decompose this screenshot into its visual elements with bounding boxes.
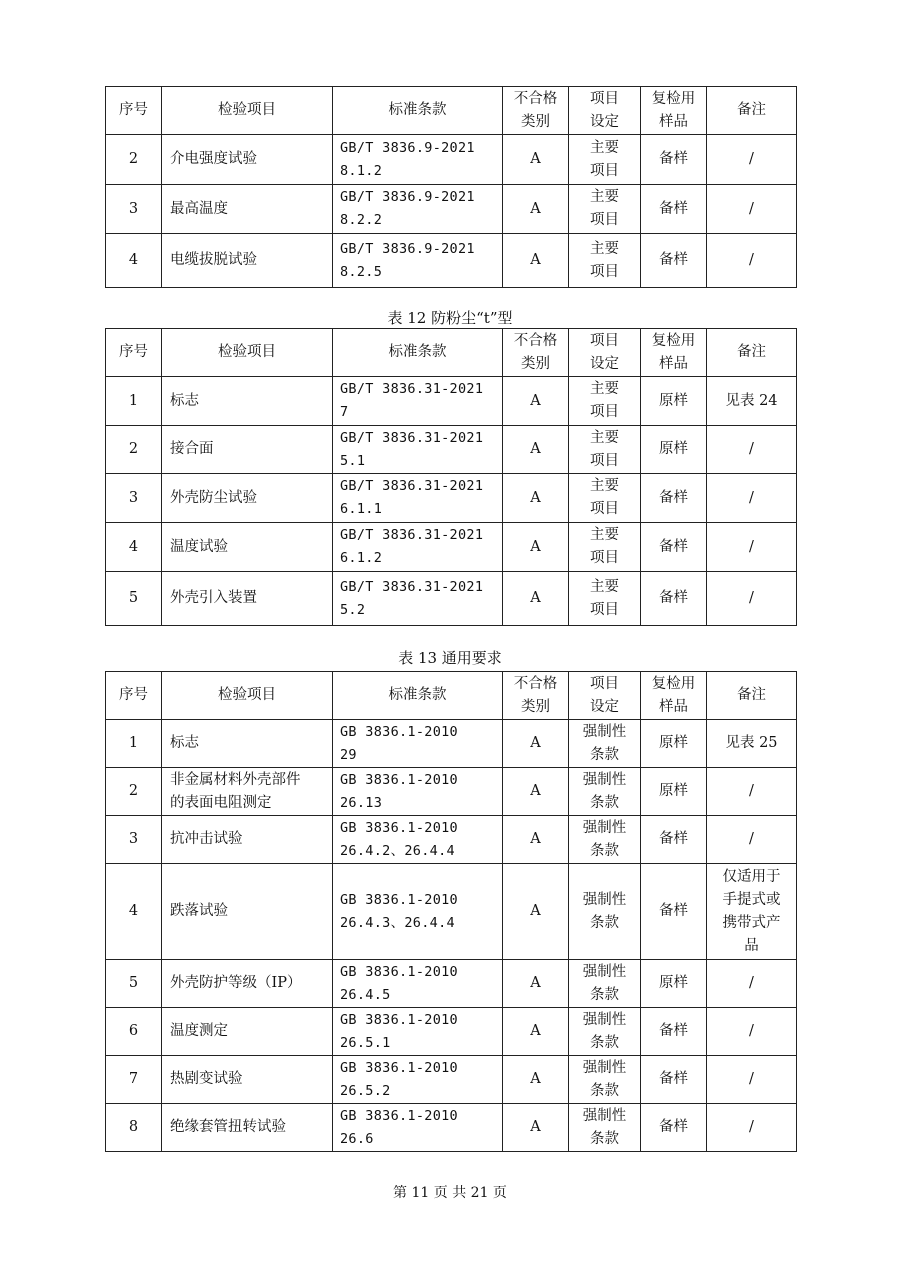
cell-no: 3	[106, 185, 162, 234]
cell-setting: 主要 项目	[569, 377, 641, 426]
cell-remarks: 见表 24	[707, 377, 797, 426]
table-row	[106, 720, 797, 768]
table-row	[106, 474, 797, 523]
header-retest-sample: 复检用 样品	[641, 87, 707, 135]
cell-standard: GB 3836.1-2010 26.4.5	[333, 960, 503, 1008]
header-item-setting: 项目 设定	[569, 672, 641, 720]
cell-standard: GB 3836.1-2010 26.5.1	[333, 1008, 503, 1056]
cell-no: 2	[106, 768, 162, 816]
header-retest-sample: 复检用 样品	[641, 329, 707, 377]
cell-setting: 强制性 条款	[569, 864, 641, 960]
header-remarks: 备注	[707, 329, 797, 377]
cell-item: 接合面	[162, 426, 333, 474]
table-row	[106, 768, 797, 816]
header-item-setting: 项目 设定	[569, 329, 641, 377]
cell-no: 4	[106, 234, 162, 288]
cell-remarks: /	[707, 234, 797, 288]
cell-item: 绝缘套管扭转试验	[162, 1104, 333, 1152]
cell-standard: GB/T 3836.31-2021 6.1.2	[333, 523, 503, 572]
table-row	[106, 864, 797, 960]
header-row	[106, 87, 797, 135]
cell-sample: 备样	[641, 523, 707, 572]
cell-setting: 强制性 条款	[569, 1008, 641, 1056]
table-row	[106, 960, 797, 1008]
cell-no: 5	[106, 960, 162, 1008]
cell-class: A	[503, 768, 569, 816]
cell-sample: 备样	[641, 135, 707, 185]
cell-standard: GB 3836.1-2010 29	[333, 720, 503, 768]
cell-sample: 备样	[641, 185, 707, 234]
cell-remarks: /	[707, 474, 797, 523]
table-row	[106, 1008, 797, 1056]
cell-sample: 备样	[641, 864, 707, 960]
table-row	[106, 185, 797, 234]
inspection-table-13	[105, 671, 797, 1152]
header-item: 检验项目	[162, 87, 333, 135]
cell-item: 最高温度	[162, 185, 333, 234]
cell-sample: 备样	[641, 1008, 707, 1056]
header-row	[106, 672, 797, 720]
header-standard: 标准条款	[333, 87, 503, 135]
cell-no: 2	[106, 426, 162, 474]
cell-no: 6	[106, 1008, 162, 1056]
header-remarks: 备注	[707, 672, 797, 720]
cell-standard: GB 3836.1-2010 26.4.2、26.4.4	[333, 816, 503, 864]
cell-class: A	[503, 816, 569, 864]
cell-remarks: /	[707, 1104, 797, 1152]
cell-no: 5	[106, 572, 162, 626]
cell-item: 热剧变试验	[162, 1056, 333, 1104]
cell-remarks: /	[707, 816, 797, 864]
cell-no: 4	[106, 864, 162, 960]
cell-sample: 备样	[641, 474, 707, 523]
cell-standard: GB/T 3836.31-2021 7	[333, 377, 503, 426]
cell-setting: 强制性 条款	[569, 960, 641, 1008]
cell-no: 4	[106, 523, 162, 572]
header-row	[106, 329, 797, 377]
cell-remarks: /	[707, 185, 797, 234]
cell-remarks: /	[707, 960, 797, 1008]
cell-remarks: /	[707, 768, 797, 816]
header-item: 检验项目	[162, 672, 333, 720]
table-13-caption: 表 13 通用要求	[398, 649, 502, 667]
table-row	[106, 377, 797, 426]
cell-item: 介电强度试验	[162, 135, 333, 185]
cell-sample: 备样	[641, 1056, 707, 1104]
cell-standard: GB/T 3836.31-2021 5.1	[333, 426, 503, 474]
cell-class: A	[503, 1056, 569, 1104]
cell-class: A	[503, 572, 569, 626]
cell-sample: 原样	[641, 377, 707, 426]
cell-no: 1	[106, 377, 162, 426]
header-nonconformity-class: 不合格 类别	[503, 329, 569, 377]
header-no: 序号	[106, 87, 162, 135]
table-row	[106, 572, 797, 626]
cell-sample: 原样	[641, 768, 707, 816]
cell-item: 温度试验	[162, 523, 333, 572]
cell-item: 跌落试验	[162, 864, 333, 960]
cell-class: A	[503, 523, 569, 572]
table-row	[106, 816, 797, 864]
cell-sample: 备样	[641, 816, 707, 864]
cell-sample: 备样	[641, 572, 707, 626]
header-no: 序号	[106, 672, 162, 720]
cell-standard: GB 3836.1-2010 26.6	[333, 1104, 503, 1152]
table-row	[106, 1056, 797, 1104]
header-remarks: 备注	[707, 87, 797, 135]
table-row	[106, 234, 797, 288]
cell-remarks: /	[707, 135, 797, 185]
cell-item: 温度测定	[162, 1008, 333, 1056]
cell-sample: 原样	[641, 960, 707, 1008]
cell-no: 8	[106, 1104, 162, 1152]
header-nonconformity-class: 不合格 类别	[503, 87, 569, 135]
cell-no: 7	[106, 1056, 162, 1104]
cell-sample: 原样	[641, 426, 707, 474]
cell-remarks: /	[707, 572, 797, 626]
header-item: 检验项目	[162, 329, 333, 377]
cell-setting: 强制性 条款	[569, 768, 641, 816]
cell-item: 外壳引入装置	[162, 572, 333, 626]
cell-class: A	[503, 234, 569, 288]
cell-setting: 强制性 条款	[569, 816, 641, 864]
cell-remarks: /	[707, 1056, 797, 1104]
header-standard: 标准条款	[333, 329, 503, 377]
inspection-table-continued	[105, 86, 797, 288]
cell-item: 非金属材料外壳部件 的表面电阻测定	[162, 768, 333, 816]
cell-class: A	[503, 1104, 569, 1152]
cell-sample: 备样	[641, 1104, 707, 1152]
cell-item: 标志	[162, 720, 333, 768]
cell-standard: GB/T 3836.31-2021 6.1.1	[333, 474, 503, 523]
page-footer: 第 11 页 共 21 页	[393, 1185, 507, 1201]
cell-class: A	[503, 864, 569, 960]
cell-no: 2	[106, 135, 162, 185]
cell-no: 3	[106, 816, 162, 864]
cell-setting: 主要 项目	[569, 135, 641, 185]
cell-item: 抗冲击试验	[162, 816, 333, 864]
table-row	[106, 1104, 797, 1152]
cell-standard: GB 3836.1-2010 26.13	[333, 768, 503, 816]
cell-class: A	[503, 377, 569, 426]
header-standard: 标准条款	[333, 672, 503, 720]
cell-standard: GB/T 3836.9-2021 8.2.2	[333, 185, 503, 234]
cell-class: A	[503, 720, 569, 768]
cell-standard: GB/T 3836.9-2021 8.1.2	[333, 135, 503, 185]
cell-item: 标志	[162, 377, 333, 426]
table-row	[106, 523, 797, 572]
cell-sample: 原样	[641, 720, 707, 768]
cell-setting: 强制性 条款	[569, 1056, 641, 1104]
cell-standard: GB 3836.1-2010 26.4.3、26.4.4	[333, 864, 503, 960]
cell-class: A	[503, 474, 569, 523]
cell-setting: 主要 项目	[569, 572, 641, 626]
cell-setting: 强制性 条款	[569, 720, 641, 768]
cell-setting: 主要 项目	[569, 185, 641, 234]
cell-remarks: /	[707, 1008, 797, 1056]
cell-remarks: 仅适用于 手提式或 携带式产 品	[707, 864, 797, 960]
cell-setting: 主要 项目	[569, 234, 641, 288]
cell-class: A	[503, 426, 569, 474]
cell-item: 电缆拔脱试验	[162, 234, 333, 288]
header-retest-sample: 复检用 样品	[641, 672, 707, 720]
cell-remarks: 见表 25	[707, 720, 797, 768]
table-row	[106, 426, 797, 474]
header-no: 序号	[106, 329, 162, 377]
cell-class: A	[503, 135, 569, 185]
cell-class: A	[503, 185, 569, 234]
cell-standard: GB 3836.1-2010 26.5.2	[333, 1056, 503, 1104]
cell-standard: GB/T 3836.9-2021 8.2.5	[333, 234, 503, 288]
header-nonconformity-class: 不合格 类别	[503, 672, 569, 720]
cell-setting: 主要 项目	[569, 474, 641, 523]
cell-no: 1	[106, 720, 162, 768]
cell-setting: 主要 项目	[569, 523, 641, 572]
cell-remarks: /	[707, 523, 797, 572]
cell-item: 外壳防尘试验	[162, 474, 333, 523]
cell-setting: 强制性 条款	[569, 1104, 641, 1152]
cell-remarks: /	[707, 426, 797, 474]
cell-sample: 备样	[641, 234, 707, 288]
inspection-table-12	[105, 328, 797, 626]
header-item-setting: 项目 设定	[569, 87, 641, 135]
cell-no: 3	[106, 474, 162, 523]
cell-standard: GB/T 3836.31-2021 5.2	[333, 572, 503, 626]
cell-item: 外壳防护等级（IP）	[162, 960, 333, 1008]
table-row	[106, 135, 797, 185]
cell-class: A	[503, 1008, 569, 1056]
table-12-caption: 表 12 防粉尘“t”型	[387, 309, 513, 327]
cell-setting: 主要 项目	[569, 426, 641, 474]
cell-class: A	[503, 960, 569, 1008]
